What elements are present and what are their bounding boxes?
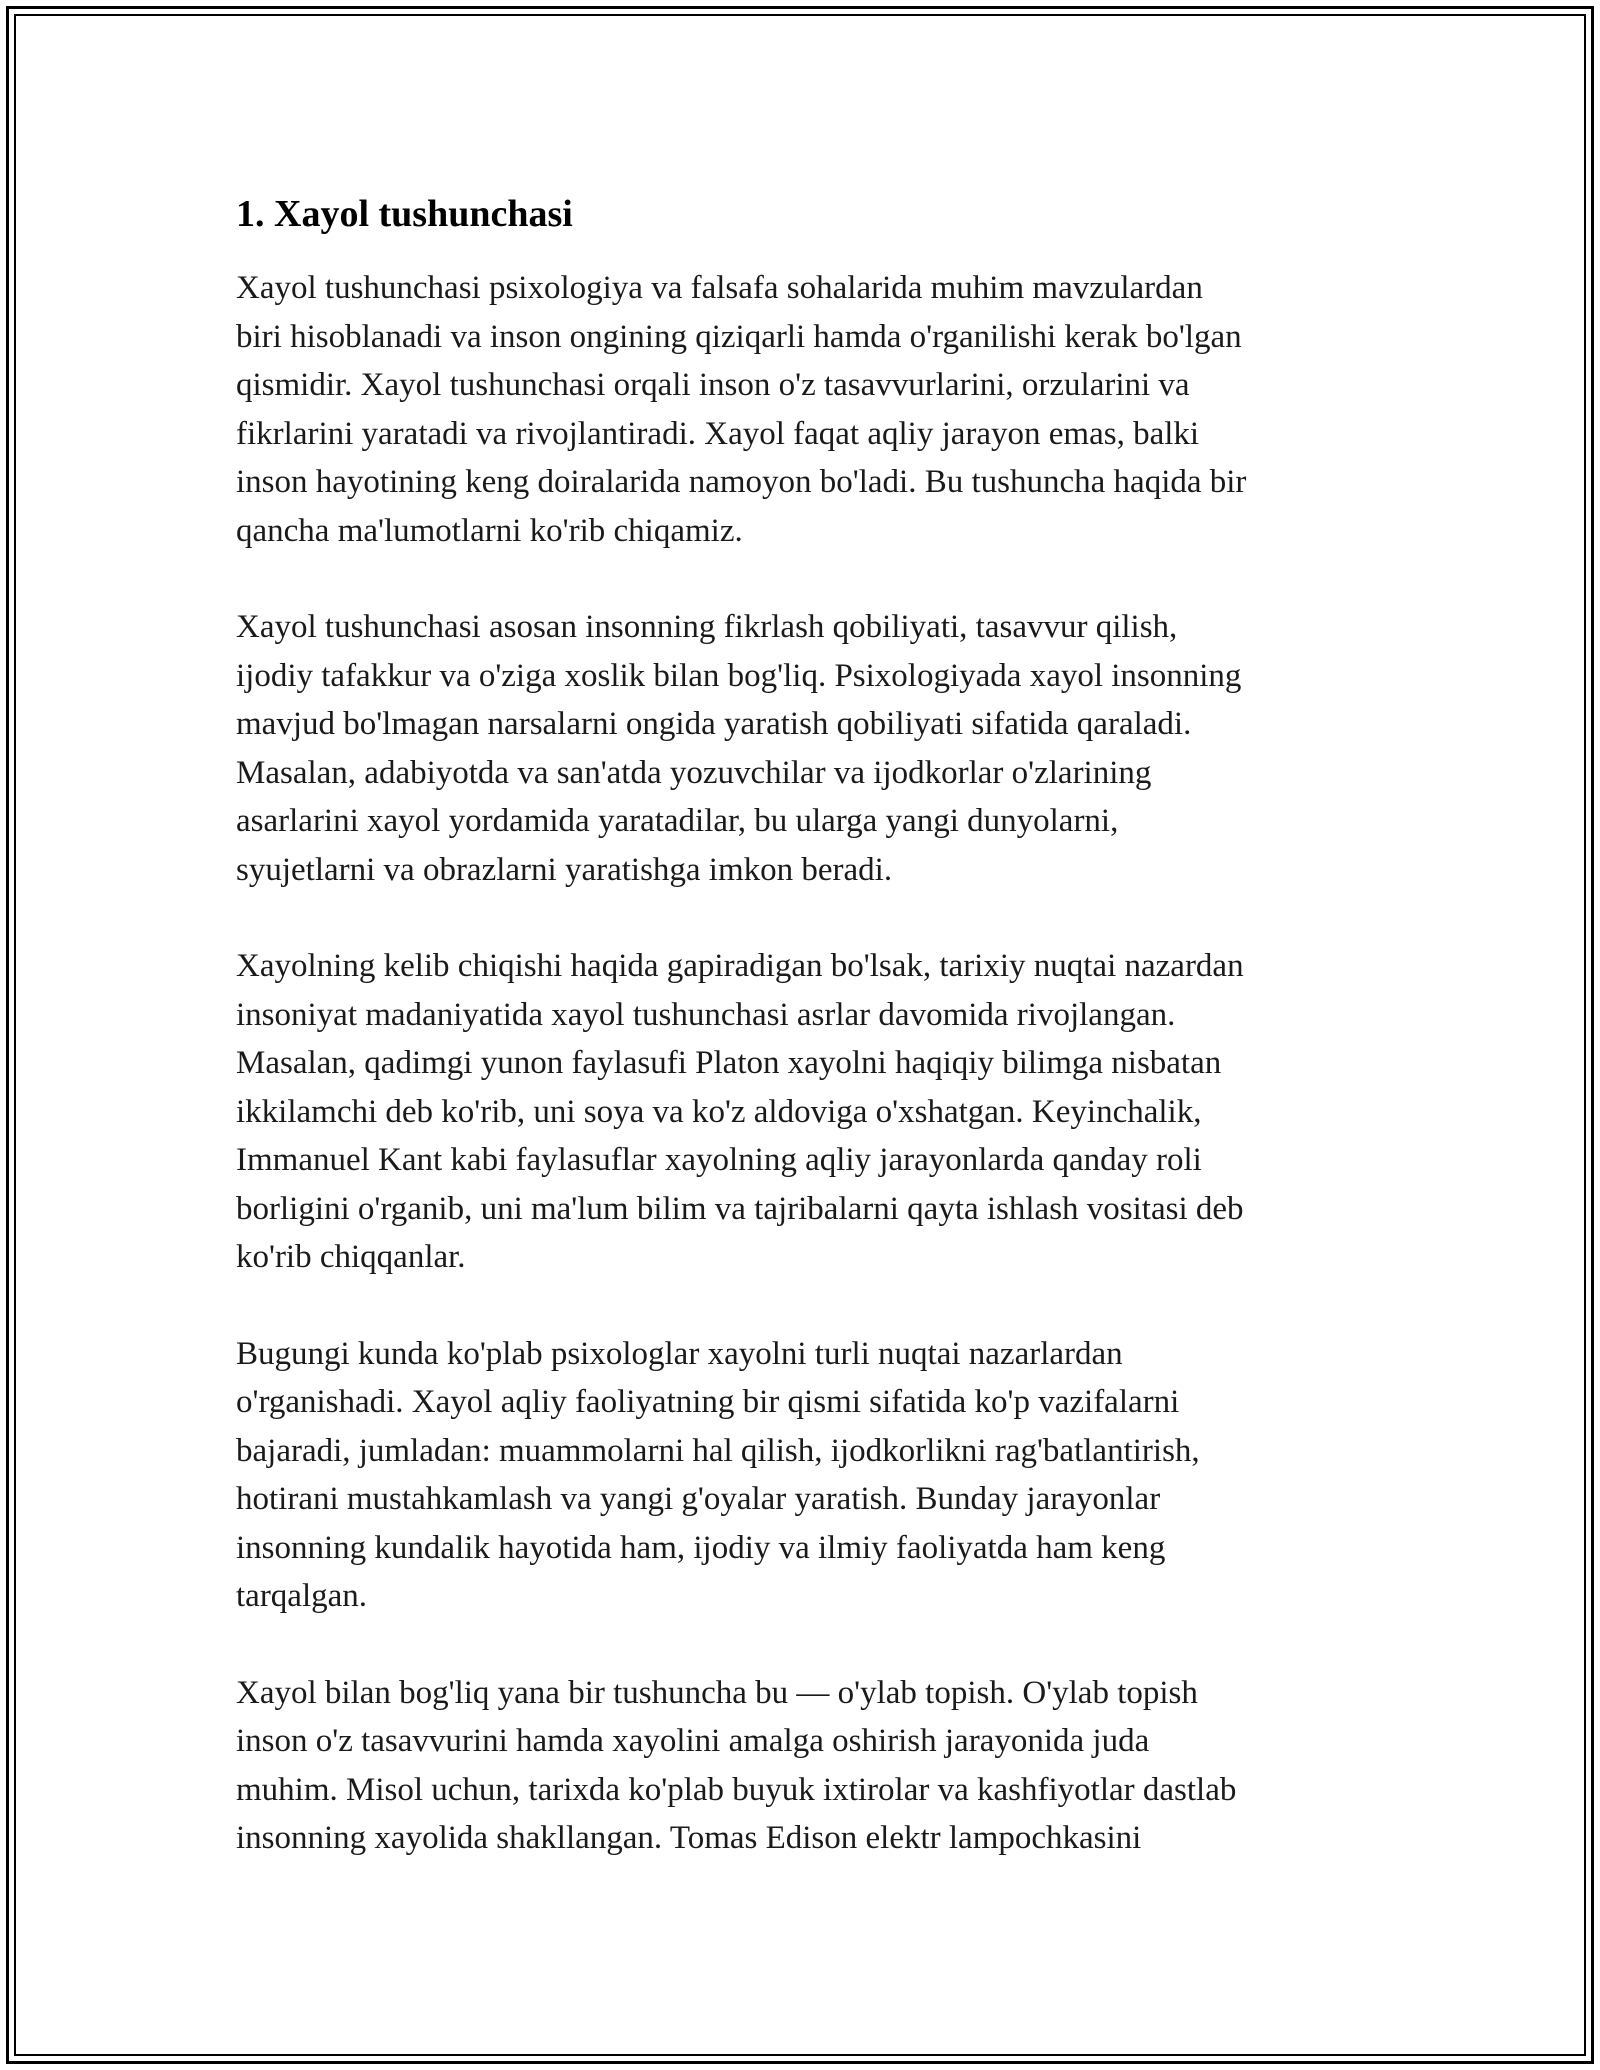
section-heading: 1. Xayol tushunchasi — [236, 193, 573, 235]
paragraph-2: Xayol tushunchasi asosan insonning fikrlash qobiliyati, tasavvur qilish, ijodiy tafakkur va o'ziga xoslik bilan bog'liq. Psixologiyada xayol insonning mavjud bo'lmagan narsalarni ongida yaratish qobiliyati sifatida qaraladi. Masalan, adabiyotda va san'atda yozuvchilar va ijodkorlar o'zlarining asarlarini xayol yordamida yaratadilar, bu ularga yangi dunyolarni, syujetlarni va obrazlarni yaratishga imkon beradi. — [236, 609, 1242, 888]
paragraph-3: Xayolning kelib chiqishi haqida gapiradigan bo'lsak, tarixiy nuqtai nazardan insoniyat madaniyatida xayol tushunchasi asrlar davomida rivojlangan. Masalan, qadimgi yunon faylasufi Platon xayolni haqiqiy bilimga nisbatan ikkilamchi deb ko'rib, uni soya va ko'z aldoviga o'xshatgan. Keyinchalik, Immanuel Kant kabi faylasuflar xayolning aqliy jarayonlarda qanday roli borligini o'rganib, uni ma'lum bilim va tajribalarni qayta ishlash vositasi deb ko'rib chiqqanlar. — [236, 948, 1244, 1275]
paragraph-4: Bugungi kunda ko'plab psixologlar xayolni turli nuqtai nazarlardan o'rganishadi. Xayol aqliy faoliyatning bir qismi sifatida ko'p vazifalarni bajaradi, jumladan: muammolarni hal qilish, ijodkorlikni rag'batlantirish, hotirani mustahkamlash va yangi g'oyalar yaratish. Bunday jarayonlar insonning kundalik hayotida ham, ijodiy va ilmiy faoliyatda ham keng tarqalgan. — [236, 1335, 1200, 1614]
document-body — [236, 184, 1386, 1911]
paragraph-1: Xayol tushunchasi psixologiya va falsafa sohalarida muhim mavzulardan biri hisoblanadi va inson ongining qiziqarli hamda o'rganilishi kerak bo'lgan qismidir. Xayol tushunchasi orqali inson o'z tasavvurlarini, orzularini va fikrlarini yaratadi va rivojlantiradi. Xayol faqat aqliy jarayon emas, balki inson hayotining keng doiralarida namoyon bo'ladi. Bu tushuncha haqida bir qancha ma'lumotlarni ko'rib chiqamiz. — [236, 270, 1247, 549]
paragraph-5: Xayol bilan bog'liq yana bir tushuncha bu — o'ylab topish. O'ylab topish inson o'z tasavvurini hamda xayolini amalga oshirish jarayonida juda muhim. Misol uchun, tarixda ko'plab buyuk ixtirolar va kashfiyotlar dastlab insonning xayolida shakllangan. Tomas Edison elektr lampochkasini — [236, 1674, 1237, 1856]
